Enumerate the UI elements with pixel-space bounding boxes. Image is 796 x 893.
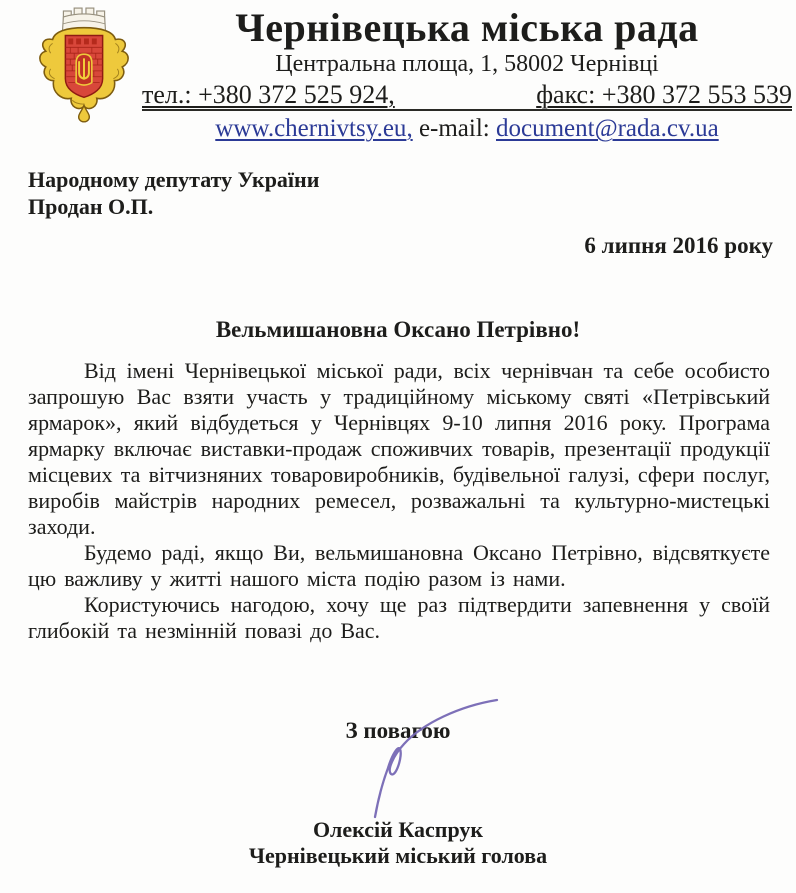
org-name: Чернівецька міська рада xyxy=(235,5,699,50)
handwritten-signature xyxy=(348,692,508,827)
signer-block xyxy=(0,817,796,869)
recipient-line-1: Народному депутату України xyxy=(28,167,320,192)
website-separator: , xyxy=(406,114,413,142)
letter-date: 6 липня 2016 року xyxy=(584,233,773,258)
coat-of-arms-icon xyxy=(33,2,135,124)
closing-regards: З повагою xyxy=(345,718,451,743)
body-paragraph-1: Від імені Чернівецької міської ради, всіх чернівчан та себе особисто запрошую Вас взяти участь у традиційному міському святі «Петрівський ярмарок», який відбудеться у Чернівцях 9-10 липня 2016 року. Програма ярмарку включає виставки-продаж споживчих товарів, презентації продукції місцевих та вітчизняних товаровиробників, будівельної галузі, сфери послуг, виробів майстрів народних ремесел, розважальні та культурно-мистецькі заходи. xyxy=(28,358,770,539)
web-email-line xyxy=(142,115,792,144)
letterhead-text xyxy=(142,0,792,144)
signer-name: Олексій Каспрук xyxy=(312,817,484,842)
recipient-block xyxy=(28,166,796,220)
recipient-line-2: Продан О.П. xyxy=(28,194,154,219)
letterhead-rule xyxy=(142,109,792,111)
org-address: Центральна площа, 1, 58002 Чернівці xyxy=(275,51,659,78)
salutation: Вельмишановна Оксано Петрівно! xyxy=(215,317,581,342)
email-label: e-mail: xyxy=(418,114,490,142)
phone-fax-line xyxy=(142,81,792,108)
body-paragraph-3: Користуючись нагодою, хочу ще раз підтвердити запевнення у своїй глибокій та незмінній повазі до Вас. xyxy=(28,592,770,643)
website-link[interactable]: www.chernivtsy.eu xyxy=(215,114,407,142)
email-link[interactable]: document@rada.cv.ua xyxy=(496,114,719,142)
letterhead xyxy=(0,0,796,140)
letter-body xyxy=(28,358,770,644)
fax-number: факс: +380 372 553 539 xyxy=(536,79,792,109)
body-paragraph-2: Будемо раді, якщо Ви, вельмишановна Оксано Петрівно, відсвяткуєте цю важливу у житті нашого міста подію разом із нами. xyxy=(28,540,770,591)
phone-number: тел.: +380 372 525 924, xyxy=(142,79,395,109)
signer-title: Чернівецький міський голова xyxy=(248,843,548,868)
